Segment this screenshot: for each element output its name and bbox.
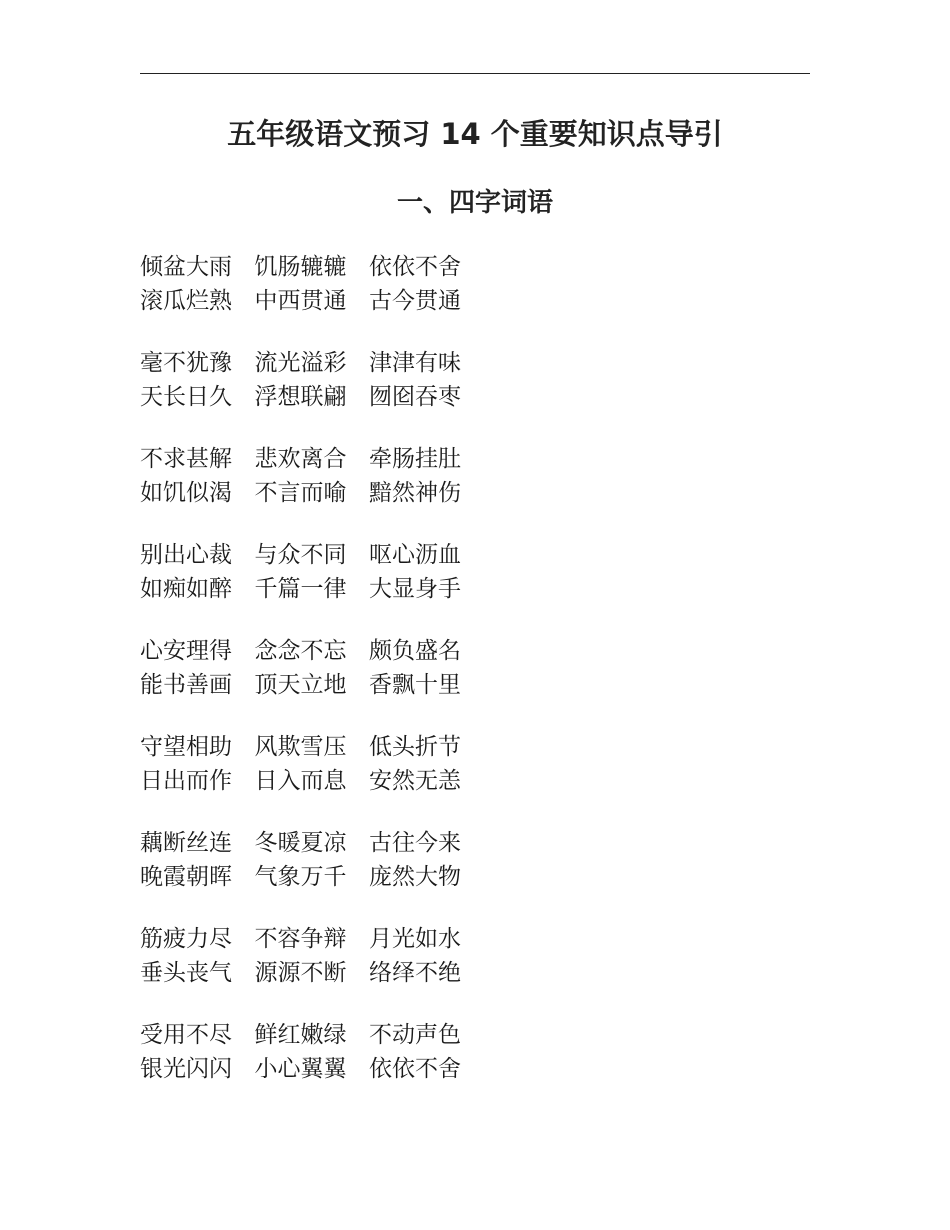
word-group	[140, 1018, 740, 1086]
idiom-word: 流光溢彩	[254, 350, 347, 376]
idiom-word: 庞然大物	[369, 864, 461, 890]
idiom-word: 囫囵吞枣	[369, 384, 461, 410]
idiom-word: 依依不舍	[369, 254, 461, 280]
idiom-word: 如痴如醉	[140, 576, 232, 602]
idiom-word: 别出心裁	[140, 542, 232, 568]
word-row	[140, 1018, 740, 1052]
idiom-word: 大显身手	[369, 576, 461, 602]
idiom-word: 低头折节	[369, 734, 461, 760]
word-row	[140, 476, 740, 510]
word-row	[140, 1052, 740, 1086]
idiom-word: 银光闪闪	[140, 1056, 232, 1082]
idiom-word: 念念不忘	[254, 638, 347, 664]
idiom-word: 不动声色	[369, 1022, 461, 1048]
word-row	[140, 538, 740, 572]
idiom-word: 千篇一律	[254, 576, 347, 602]
word-group	[140, 346, 740, 414]
word-row	[140, 860, 740, 894]
idiom-word: 天长日久	[140, 384, 232, 410]
idiom-word: 牵肠挂肚	[369, 446, 461, 472]
idiom-word: 日入而息	[254, 768, 347, 794]
idiom-word: 安然无恙	[369, 768, 461, 794]
word-row	[140, 730, 740, 764]
idiom-word: 筋疲力尽	[140, 926, 232, 952]
idiom-word: 风欺雪压	[254, 734, 347, 760]
idiom-word: 悲欢离合	[254, 446, 347, 472]
word-group	[140, 250, 740, 318]
idiom-word: 颇负盛名	[369, 638, 461, 664]
idiom-word: 倾盆大雨	[140, 254, 232, 280]
word-row	[140, 442, 740, 476]
word-row	[140, 668, 740, 702]
idiom-word: 如饥似渴	[140, 480, 232, 506]
word-group	[140, 634, 740, 702]
idiom-word: 呕心沥血	[369, 542, 461, 568]
idiom-word: 源源不断	[254, 960, 347, 986]
idiom-word: 晚霞朝晖	[140, 864, 232, 890]
idiom-word: 中西贯通	[254, 288, 347, 314]
idiom-word: 月光如水	[369, 926, 461, 952]
idiom-word: 守望相助	[140, 734, 232, 760]
idiom-word: 气象万千	[254, 864, 347, 890]
idiom-word: 冬暖夏凉	[254, 830, 347, 856]
idiom-word: 能书善画	[140, 672, 232, 698]
word-row	[140, 634, 740, 668]
idiom-word: 浮想联翩	[254, 384, 347, 410]
idiom-word: 小心翼翼	[254, 1056, 347, 1082]
idiom-word: 古往今来	[369, 830, 461, 856]
idiom-word: 垂头丧气	[140, 960, 232, 986]
idiom-word: 饥肠辘辘	[254, 254, 347, 280]
word-row	[140, 826, 740, 860]
idiom-word: 鲜红嫩绿	[254, 1022, 347, 1048]
idiom-word: 受用不尽	[140, 1022, 232, 1048]
idiom-word: 顶天立地	[254, 672, 347, 698]
idiom-word: 不求甚解	[140, 446, 232, 472]
word-row	[140, 764, 740, 798]
idiom-word: 不容争辩	[254, 926, 347, 952]
idiom-word: 津津有味	[369, 350, 461, 376]
idiom-word: 心安理得	[140, 638, 232, 664]
word-row	[140, 572, 740, 606]
document-title: 五年级语文预习 14 个重要知识点导引	[227, 117, 723, 151]
word-group	[140, 442, 740, 510]
word-row	[140, 922, 740, 956]
idiom-word: 与众不同	[254, 542, 347, 568]
idiom-word: 黯然神伤	[369, 480, 461, 506]
word-group	[140, 538, 740, 606]
idiom-word: 滚瓜烂熟	[140, 288, 232, 314]
word-group	[140, 730, 740, 798]
idiom-word: 日出而作	[140, 768, 232, 794]
section-heading: 一、四字词语	[396, 188, 553, 218]
word-group	[140, 826, 740, 894]
idiom-list	[140, 250, 740, 1114]
word-row	[140, 346, 740, 380]
word-row	[140, 956, 740, 990]
idiom-word: 藕断丝连	[140, 830, 232, 856]
idiom-word: 香飘十里	[369, 672, 461, 698]
idiom-word: 毫不犹豫	[140, 350, 232, 376]
idiom-word: 古今贯通	[369, 288, 461, 314]
idiom-word: 不言而喻	[254, 480, 347, 506]
word-row	[140, 284, 740, 318]
header-rule	[140, 73, 810, 74]
word-row	[140, 380, 740, 414]
idiom-word: 依依不舍	[369, 1056, 461, 1082]
word-group	[140, 922, 740, 990]
word-row	[140, 250, 740, 284]
idiom-word: 络绎不绝	[369, 960, 461, 986]
